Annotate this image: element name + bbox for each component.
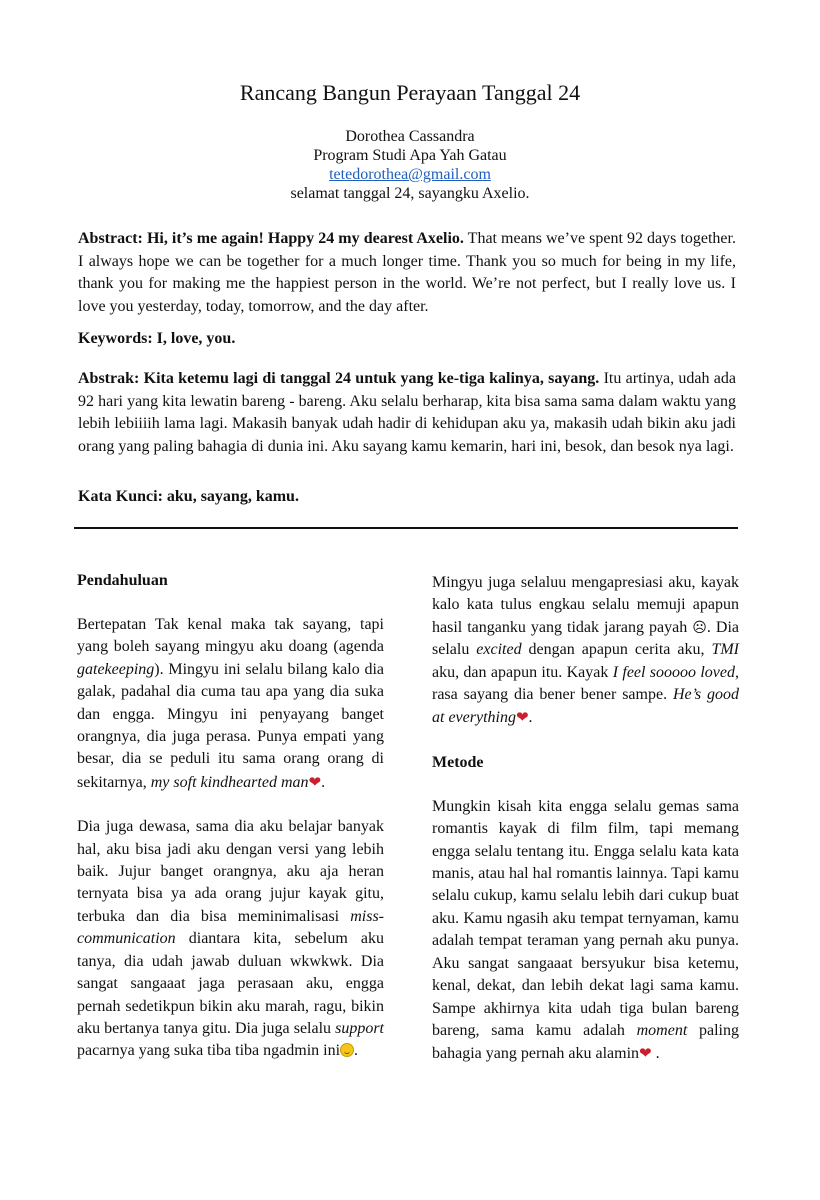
text-run: diantara kita, sebelum aku tanya, dia udah jawab duluan wkwkwk. Dia sangat sangaaat jaga perasaan aku, engga pernah sedetikpun bikin aku marah, ragu, bikin aku bertanya tanya gitu. Dia juga selalu [77,930,384,1037]
text-run: . [354,1042,359,1060]
italic-run: miss-communication [77,907,384,948]
keywords-value: I, love, you. [156,330,236,347]
text-run: . Dia selalu [432,618,739,659]
kata-kunci-value: aku, sayang, kamu. [166,488,299,505]
text-run: Mungkin kisah kita engga selalu gemas sama romantis kayak di film film, tapi memang engga selalu tentang itu. Engga selalu kata kata manis, atau hal hal romantis lainnya. Tapi kamu selalu cukup, kamu selalu lebih dari cukup buat aku. Kamu ngasih aku tempat ternyaman, kamu adalah tempat teraman yang pernah aku punya. Aku sangat sangaaat bersyukur bisa ketemu, kenal, dekat, dan lebih dekat lagi sama kamu. Sampe akhirnya kita udah tiga bulan bareng bareng, sama kamu adalah [432,797,739,1039]
abstract-lead: Hi, it’s me again! Happy 24 my dearest Axelio. [146,230,464,247]
kata-kunci-label: Kata Kunci: [78,488,167,505]
abstract-body: That means we’ve spent 92 days together. I always hope we can be together for a much longer time. Thank you so much for being in my life, thank you for making me the happiest person in the world. We’re not perfect, but I really love us. I love you yesterday, today, tomorrow, and the day after. [78,230,736,315]
text-run: . [528,709,533,727]
text-run: , rasa sayang dia bener bener sampe. [432,663,740,704]
sad-face-icon: ☹ [692,619,707,636]
abstrak-label: Abstrak: [78,370,144,387]
red-heart-icon: ❤ [515,708,529,727]
keywords-label: Keywords: [78,330,157,347]
keywords-english [78,328,736,351]
left-column [77,570,384,1063]
text-run: Mingyu juga selaluu mengapresiasi aku, kayak kalo kata tulus engkau selalu memuji apapun hasil tanganku yang tidak jarang payah [432,574,739,636]
author-email-link[interactable]: tetedorothea@gmail.com [329,166,491,183]
italic-run: He’s good at everything [432,686,739,727]
italic-run: gatekeeping [77,660,155,678]
keywords-indonesian [78,486,736,509]
section-divider [74,527,738,529]
paper-title: Rancang Bangun Perayaan Tanggal 24 [239,80,581,105]
dedication-line: selamat tanggal 24, sayangku Axelio. [290,185,530,202]
text-run: . [651,1045,660,1063]
text-run: . [321,773,326,791]
italic-run: excited [476,641,522,659]
metode-paragraph-1 [432,796,739,1066]
author-affiliation: Program Studi Apa Yah Gatau [313,147,507,164]
text-run: aku, dan apapun itu. Kayak [432,663,613,681]
abstract-english [78,228,736,318]
abstrak-lead: Kita ketemu lagi di tanggal 24 untuk yang ke-tiga kalinya, sayang. [143,370,600,387]
abstract-label: Abstract: [78,230,147,247]
text-run: pacarnya yang suka tiba tiba ngadmin ini [77,1042,341,1060]
pendahuluan-paragraph-3 [432,572,739,730]
text-run: paling bahagia yang pernah aku alamin [432,1021,740,1063]
text-run: Dia juga dewasa, sama dia aku belajar banyak hal, aku bisa jadi aku dengan versi yang lebih baik. Jujur banget orangnya, aku aja heran ternyata bisa ya ada orang jujur kayak gitu, terbuka dan dia bisa meminimalisasi [77,818,384,925]
red-heart-icon: ❤ [639,1044,652,1063]
right-column [432,572,739,1066]
red-heart-icon: ❤ [308,772,322,791]
abstrak-body: Itu artinya, udah ada 92 hari yang kita lewatin bareng - bareng. Aku selalu berharap, kita bisa sama sama dalam waktu yang lebih lebiiiih lama lagi. Makasih banyak udah hadir di kehidupan aku ya, makasih udah bikin aku jadi orang yang paling bahagia di dunia ini. Aku sayang kamu kemarin, hari ini, besok, dan besok nya lagi. [78,370,737,455]
author-block [0,127,820,203]
italic-run: my soft kindhearted man [150,773,309,791]
pendahuluan-paragraph-1 [77,614,384,794]
text-run: dengan apapun cerita aku, [521,641,712,659]
section-heading-metode: Metode [432,753,484,771]
author-name: Dorothea Cassandra [345,128,475,145]
italic-run: support [335,1019,384,1037]
grinning-face-icon [340,1043,354,1057]
section-heading-pendahuluan: Pendahuluan [77,572,168,589]
text-run: Bertepatan Tak kenal maka tak sayang, tapi yang boleh sayang mingyu aku doang (agenda [77,616,384,656]
italic-run: TMI [711,641,740,659]
abstract-indonesian [78,368,736,458]
italic-run: moment [636,1021,688,1039]
pendahuluan-paragraph-2 [77,816,384,1062]
italic-run: I feel sooooo loved [612,663,736,681]
text-run: ). Mingyu ini selalu bilang kalo dia galak, padahal dia cuma tau apa yang dia suka dan engga. Mingyu ini penyayang banget orangnya, dia juga perasa. Punya empati yang besar, dia se peduli itu sama orang orang di sekitarnya, [77,660,384,791]
